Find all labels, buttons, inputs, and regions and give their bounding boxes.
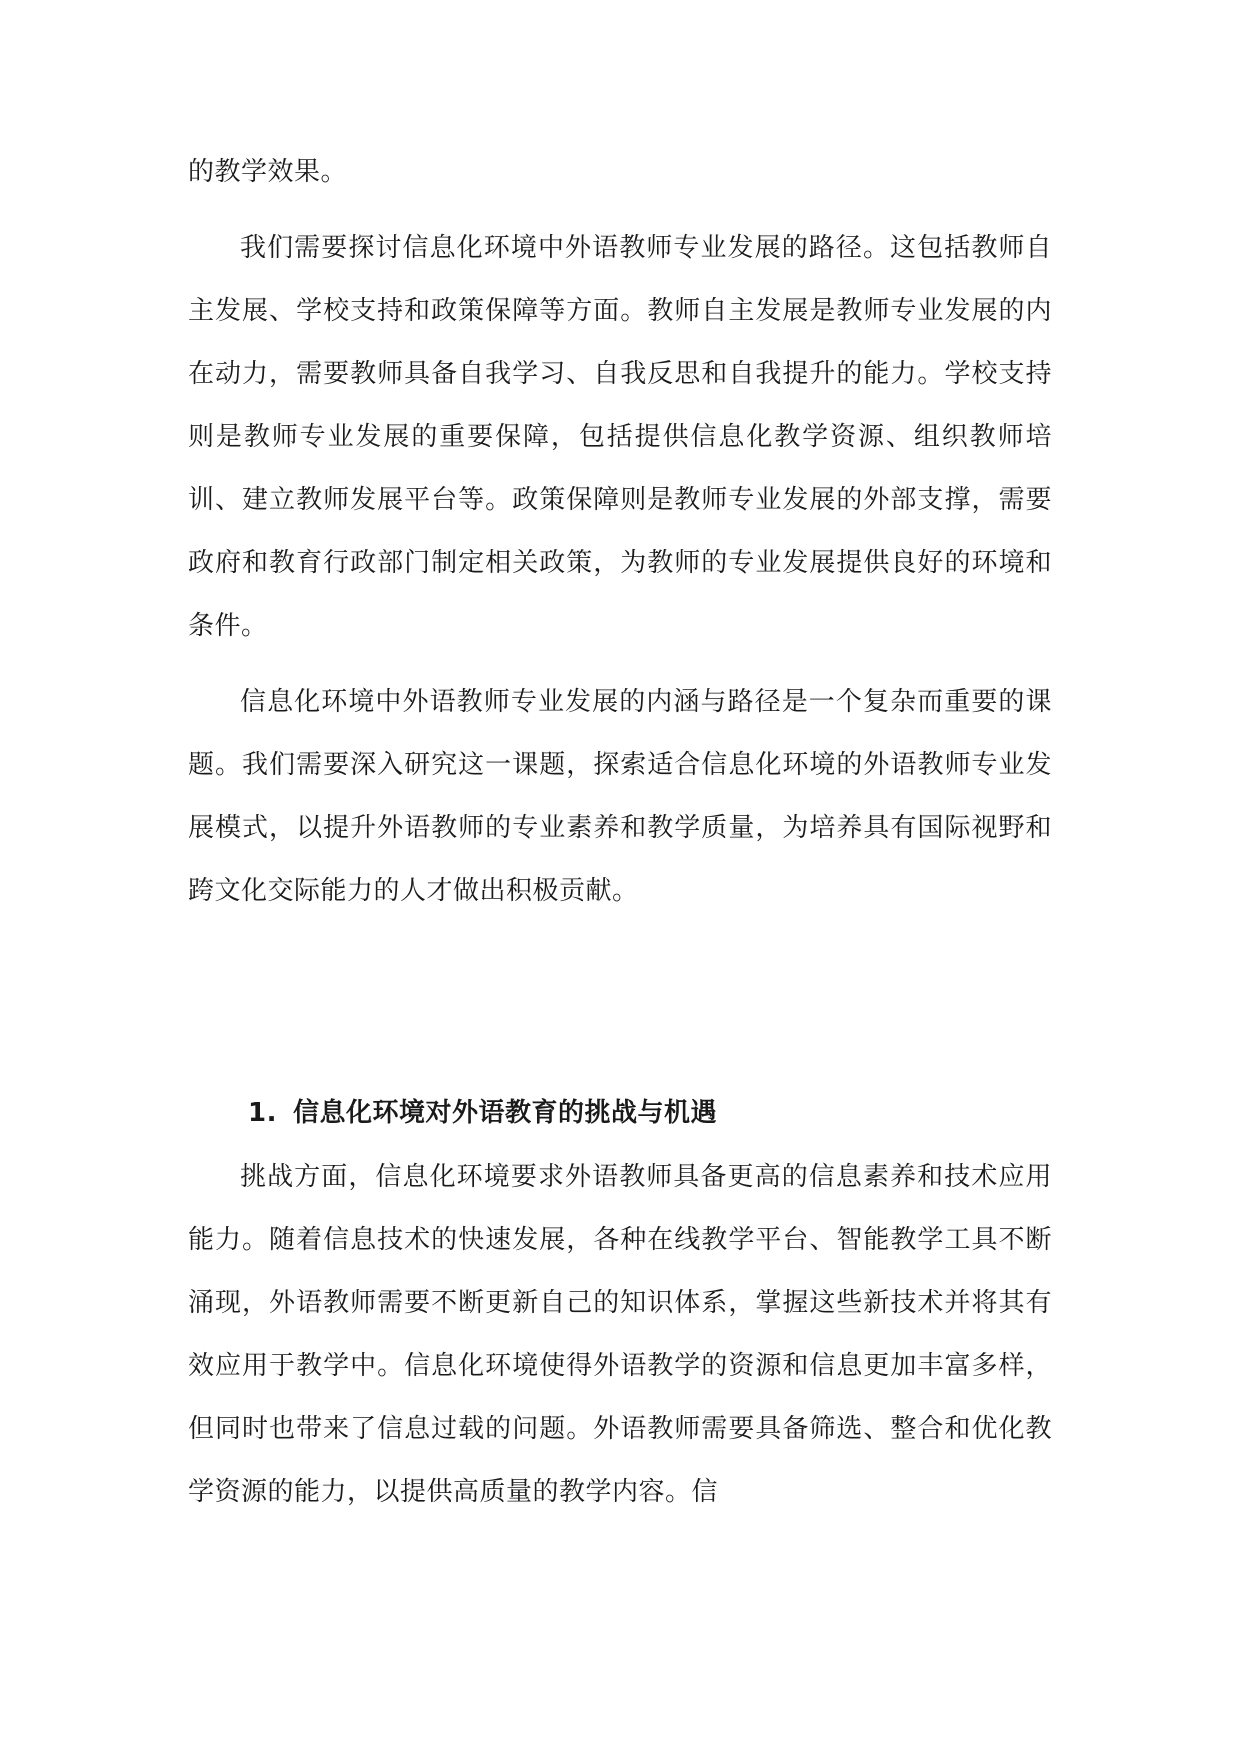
paragraph: 信息化环境中外语教师专业发展的内涵与路径是一个复杂而重要的课题。我们需要深入研究这一课题，探索适合信息化环境的外语教师专业发展模式，以提升外语教师的专业素养和教学质量，为培养具有国际视野和跨文化交际能力的人才做出积极贡献。 <box>188 687 1052 906</box>
paragraph: 挑战方面，信息化环境要求外语教师具备更高的信息素养和技术应用能力。随着信息技术的快速发展，各种在线教学平台、智能教学工具不断涌现，外语教师需要不断更新自己的知识体系，掌握这些新技术并将其有效应用于教学中。信息化环境使得外语教学的资源和信息更加丰富多样，但同时也带来了信息过载的问题。外语教师需要具备筛选、整合和优化教学资源的能力，以提供高质量的教学内容。信 <box>188 1162 1052 1507</box>
section-title: 信息化环境对外语教育的挑战与机遇 <box>292 1098 717 1128</box>
body-text-upper <box>188 141 1052 923</box>
paragraph: 我们需要探讨信息化环境中外语教师专业发展的路径。这包括教师自主发展、学校支持和政策保障等方面。教师自主发展是教师专业发展的内在动力，需要教师具备自我学习、自我反思和自我提升的能力。学校支持则是教师专业发展的重要保障，包括提供信息化教学资源、组织教师培训、建立教师发展平台等。政策保障则是教师专业发展的外部支撑，需要政府和教育行政部门制定相关政策，为教师的专业发展提供良好的环境和条件。 <box>188 233 1052 641</box>
continuation-paragraph: 的教学效果。 <box>188 157 348 187</box>
body-text-lower <box>188 1146 1052 1524</box>
section-heading <box>248 1093 1048 1133</box>
section-number: 1. <box>248 1098 277 1128</box>
